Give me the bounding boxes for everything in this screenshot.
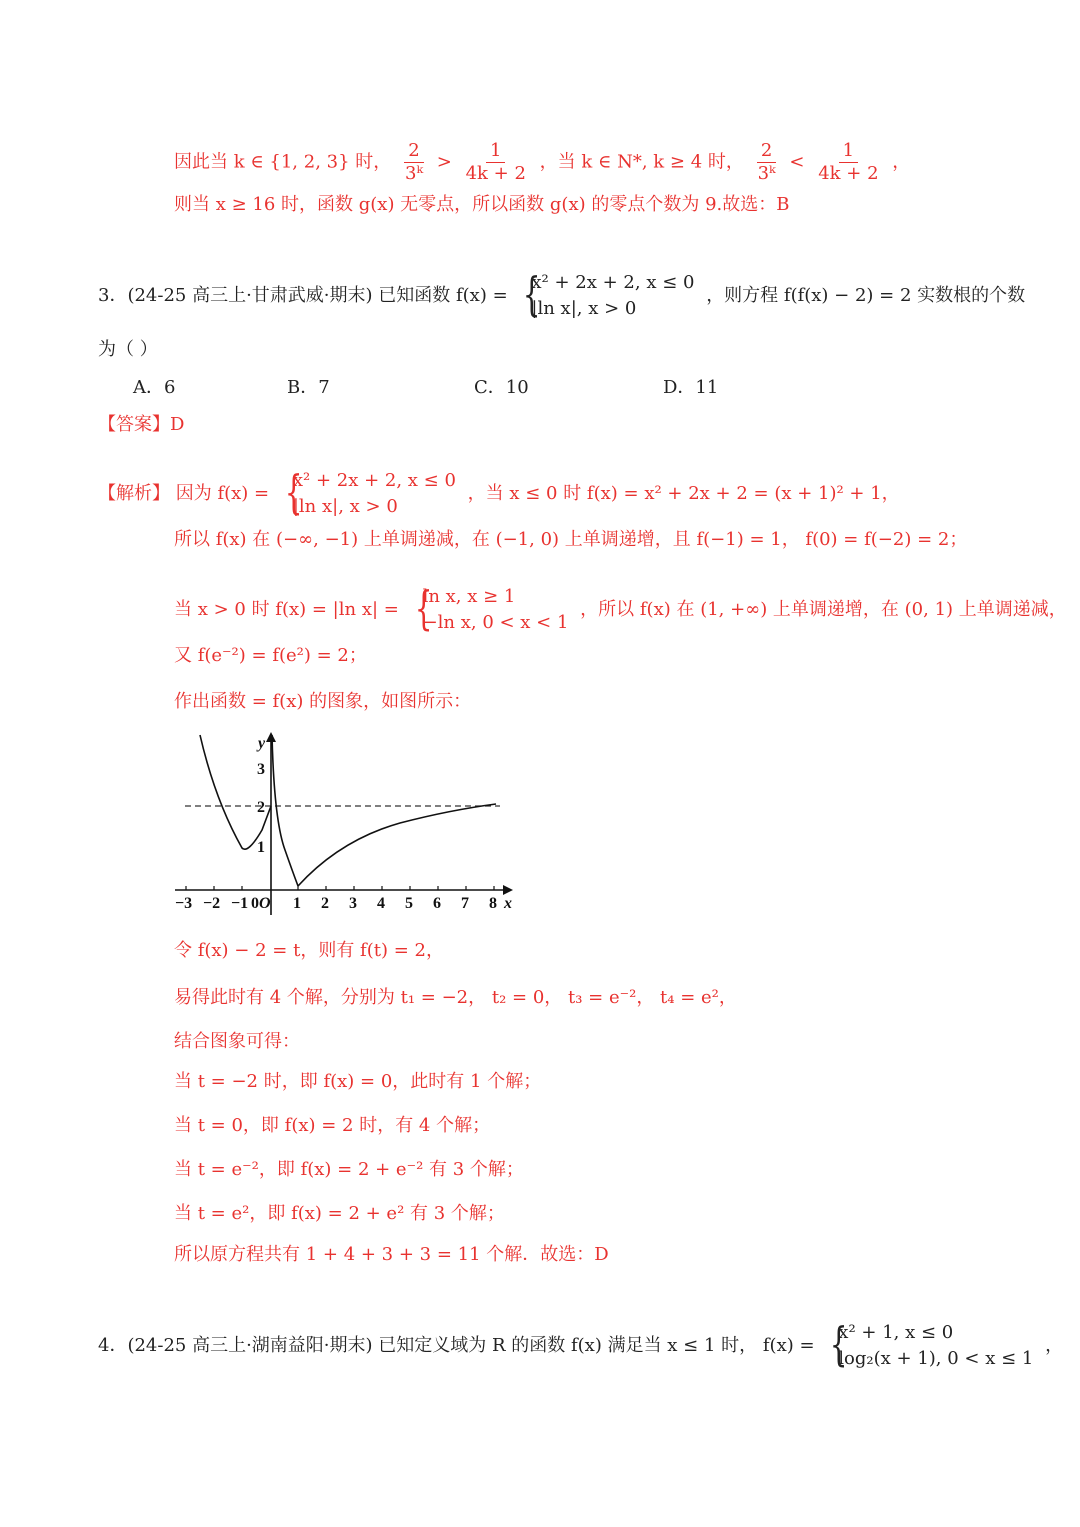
ln-increasing-curve (298, 804, 496, 886)
piecewise-case: { x² + 1, x ≤ 0 (838, 1322, 954, 1343)
question-4-prefix: 4．(24-25 高三上·湖南益阳·期末) 已知定义域为 R 的函数 f(x) 满足当 x ≤ 1 时， (98, 1335, 758, 1356)
analysis-line-6: 令 f(x) − 2 = t，则有 f(t) = 2， (174, 940, 444, 961)
piecewise-case: −ln x, 0 < x < 1 (422, 612, 569, 633)
question-3-suffix: ，则方程 f(f(x) − 2) = 2 实数根的个数 (706, 285, 1026, 306)
choice-a: A．6 (133, 377, 176, 398)
analysis-line-1 (98, 468, 900, 520)
numerator: 2 (757, 140, 776, 163)
relation: < (789, 151, 805, 173)
numerator: 1 (839, 140, 858, 163)
text-segment: 因此当 k ∈ {1, 2, 3} 时， (174, 151, 392, 173)
x-tick-label: 6 (433, 895, 441, 912)
origin-label: O (259, 895, 271, 912)
x-tick-label: −3 (175, 895, 193, 912)
x-axis-arrow (503, 885, 513, 895)
x-tick-label: 1 (293, 895, 301, 912)
fraction (462, 140, 530, 185)
analysis-line-4: 又 f(e⁻²) = f(e²) = 2； (174, 645, 367, 666)
fraction (814, 140, 882, 185)
choice-b: B．7 (287, 377, 330, 398)
y-axis-label: y (258, 735, 266, 752)
x-tick-label: 3 (349, 895, 357, 912)
text-segment: ，当 k ∈ N*, k ≥ 4 时， (539, 151, 744, 173)
solution-continuation-line-2: 则当 x ≥ 16 时，函数 g(x) 无零点，所以函数 g(x) 的零点个数为 9.故选：B (174, 194, 790, 215)
fraction (401, 140, 427, 185)
y-tick-label: 3 (257, 761, 265, 778)
fraction (754, 140, 780, 185)
y-axis-arrow (266, 732, 276, 742)
relation: > (436, 151, 452, 173)
analysis-line-7: 易得此时有 4 个解，分别为 t₁ = −2， t₂ = 0， t₃ = e⁻²， t₄ = e²， (174, 987, 737, 1008)
analysis-line-9: 当 t = −2 时，即 f(x) = 0，此时有 1 个解； (174, 1071, 542, 1092)
analysis-tag: 【解析】 (98, 483, 170, 504)
piecewise-case: { x² + 2x + 2, x ≤ 0 (292, 470, 456, 491)
choice-c: C．10 (474, 377, 529, 398)
question-3-stem-line-2: 为（ ） (98, 339, 158, 360)
x-tick-label: 4 (377, 895, 385, 912)
x-tick-label: 0 (251, 895, 259, 912)
numerator: 2 (404, 140, 423, 163)
x-tick-label: 8 (489, 895, 497, 912)
piecewise-function (281, 468, 456, 520)
piecewise-case: { x² + 2x + 2, x ≤ 0 (531, 272, 695, 293)
text-segment: ，当 x ≤ 0 时 f(x) = x² + 2x + 2 = (x + 1)² + 1， (467, 483, 900, 504)
denominator: 3ᵏ (405, 163, 424, 184)
analysis-line-3 (174, 584, 1067, 636)
answer-tag: 【答案】 (98, 414, 170, 435)
analysis-line-10: 当 t = 0，即 f(x) = 2 时，有 4 个解； (174, 1115, 491, 1136)
x-tick-label: 2 (321, 895, 329, 912)
piecewise-function (826, 1320, 1033, 1372)
function-graph (170, 730, 520, 920)
analysis-line-2: 所以 f(x) 在 (−∞, −1) 上单调递减，在 (−1, 0) 上单调递增，且 f(−1) = 1， f(0) = f(−2) = 2； (174, 529, 968, 550)
x-tick-label: −2 (203, 895, 221, 912)
question-3-prefix: 3．(24-25 高三上·甘肃武威·期末) 已知函数 f(x) = (98, 285, 508, 306)
question-4-fx: f(x) = (762, 1335, 815, 1356)
analysis-line-12: 当 t = e²，即 f(x) = 2 + e² 有 3 个解； (174, 1203, 505, 1224)
piecewise-case: { ln x, x ≥ 1 (422, 586, 516, 607)
x-tick-label: −1 (231, 895, 249, 912)
numerator: 1 (486, 140, 505, 163)
ln-decreasing-curve (272, 735, 298, 886)
question-4-suffix: ， (1045, 1335, 1064, 1356)
piecewise-function (411, 584, 569, 636)
x-tick-label: 7 (461, 895, 469, 912)
x-axis-label: x (504, 895, 512, 912)
analysis-line-8: 结合图象可得： (174, 1031, 300, 1052)
denominator: 3ᵏ (757, 163, 776, 184)
text-segment: 当 x > 0 时 f(x) = |ln x| = (174, 599, 399, 620)
text-segment: ，所以 f(x) 在 (1, +∞) 上单调递增，在 (0, 1) 上单调递减， (580, 599, 1067, 620)
question-3-stem (98, 270, 1025, 322)
x-tick-label: 5 (405, 895, 413, 912)
text-segment: ， (892, 151, 911, 173)
denominator: 4k + 2 (465, 163, 526, 184)
question-4-stem (98, 1320, 1063, 1372)
choice-d: D．11 (663, 377, 719, 398)
answer-value: D (170, 414, 185, 435)
text-segment: 因为 f(x) = (175, 483, 270, 504)
answer-line (98, 413, 184, 437)
solution-continuation-line-1 (174, 140, 910, 185)
y-tick-label: 1 (257, 839, 265, 856)
analysis-line-11: 当 t = e⁻²，即 f(x) = 2 + e⁻² 有 3 个解； (174, 1159, 524, 1180)
piecewise-function (519, 270, 694, 322)
parabola-curve (200, 735, 271, 849)
piecewise-case: |ln x|, x > 0 (292, 496, 398, 517)
piecewise-case: log₂(x + 1), 0 < x ≤ 1 (838, 1348, 1034, 1369)
analysis-line-5: 作出函数 = f(x) 的图象，如图所示： (174, 691, 472, 712)
analysis-line-13: 所以原方程共有 1 + 4 + 3 + 3 = 11 个解．故选：D (174, 1244, 609, 1265)
piecewise-case: |ln x|, x > 0 (531, 298, 637, 319)
y-tick-label: 2 (257, 799, 265, 816)
denominator: 4k + 2 (818, 163, 879, 184)
